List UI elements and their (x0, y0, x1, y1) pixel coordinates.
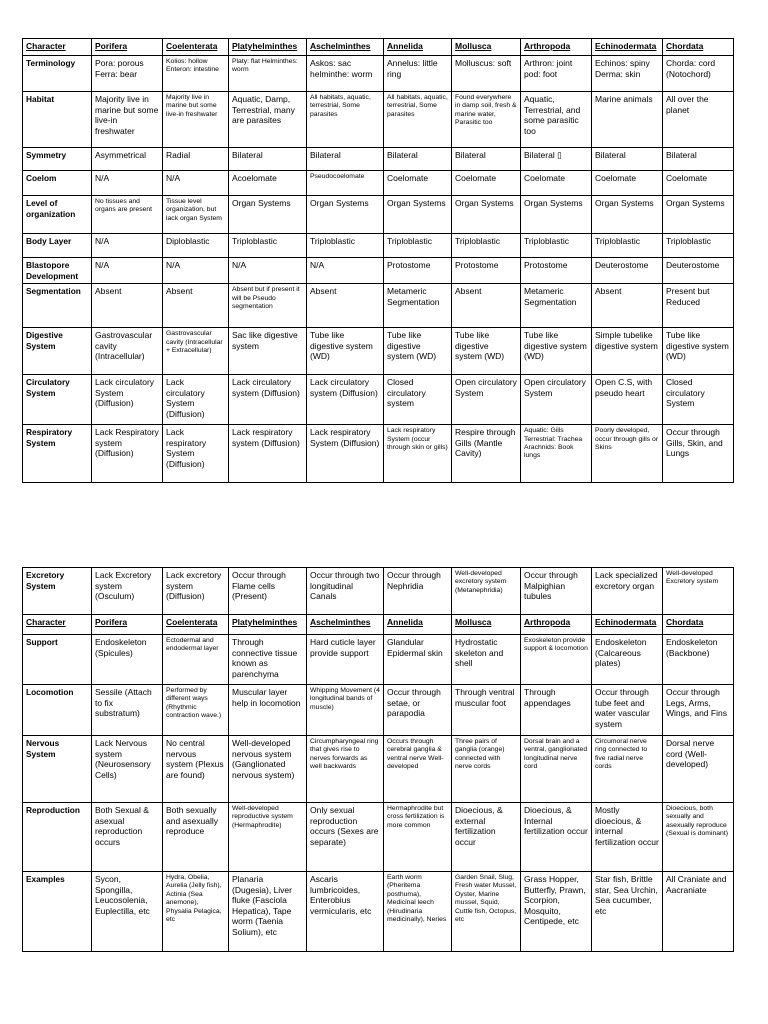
table-cell-aschelminthes: Askos: sac helminthe: worm (307, 56, 384, 92)
table-cell-coelenterata: Kolios: hollow Enteron: intestine (163, 56, 229, 92)
row-label: Excretory System (23, 568, 92, 615)
table-cell-mollusca: Well-developed excretory system (Metanephridia) (452, 568, 521, 615)
table-cell-arthropoda: Bilateral ▯ (521, 148, 592, 171)
table-cell-platyhelminthes: Lack circulatory system (Diffusion) (229, 375, 307, 425)
table-cell-aschelminthes: Ascaris lumbricoides, Enterobius vermicularis, etc (307, 872, 384, 952)
table-cell-annelida: Coelomate (384, 171, 452, 196)
table-row-habitat (23, 92, 734, 148)
table-cell-annelida: Annelus: little ring (384, 56, 452, 92)
table-row-nervous-system (23, 736, 734, 803)
table-cell-platyhelminthes: Absent but if present it will be Pseudo segmentation (229, 284, 307, 328)
table-cell-porifera: Gastrovascular cavity (Intracellular) (92, 328, 163, 375)
table-cell-echinodermata: Occur through tube feet and water vascular system (592, 685, 663, 736)
table-cell-platyhelminthes: Well-developed nervous system (Ganglionated nervous system) (229, 736, 307, 803)
table-cell-coelenterata: Radial (163, 148, 229, 171)
column-header-chordata: Chordata (663, 615, 734, 635)
table-cell-chordata: Tube like digestive system (WD) (663, 328, 734, 375)
table-cell-arthropoda: Dioecious, & Internal fertilization occur (521, 803, 592, 872)
table-cell-chordata: All over the planet (663, 92, 734, 148)
table-cell-platyhelminthes: Through connective tissue known as parenchyma (229, 635, 307, 685)
table-row-coelom (23, 171, 734, 196)
table-cell-porifera: N/A (92, 234, 163, 258)
table-cell-chordata: Triploblastic (663, 234, 734, 258)
table-cell-arthropoda: Exoskeleton provide support & locomotion (521, 635, 592, 685)
table-cell-aschelminthes: Circumpharyngeal ring that gives rise to nerves forwards as well backwards (307, 736, 384, 803)
table-cell-aschelminthes: Organ Systems (307, 196, 384, 234)
column-header-row (23, 39, 734, 56)
table-cell-aschelminthes: Hard cuticle layer provide support (307, 635, 384, 685)
table-cell-echinodermata: Bilateral (592, 148, 663, 171)
table-cell-platyhelminthes: Aquatic, Damp, Terrestrial, many are parasites (229, 92, 307, 148)
table-cell-platyhelminthes: N/A (229, 258, 307, 284)
table-row-digestive-system (23, 328, 734, 375)
table-cell-porifera: Sessile (Attach to fix substratum) (92, 685, 163, 736)
table-cell-echinodermata: Echinos: spiny Derma: skin (592, 56, 663, 92)
table-cell-coelenterata: Lack respiratory System (Diffusion) (163, 425, 229, 483)
table-cell-platyhelminthes: Platy: flat Helminthes: worm (229, 56, 307, 92)
table-cell-arthropoda: Aquatic: Gills Terrestrial: Trachea Arachnids: Book lungs (521, 425, 592, 483)
table-cell-echinodermata: Lack specialized excretory organ (592, 568, 663, 615)
column-header-aschelminthes: Aschelminthes (307, 615, 384, 635)
table-cell-echinodermata: Deuterostome (592, 258, 663, 284)
column-header-coelenterata: Coelenterata (163, 39, 229, 56)
table-cell-mollusca: Tube like digestive system (WD) (452, 328, 521, 375)
table-cell-annelida: Occur through setae, or parapodia (384, 685, 452, 736)
table-cell-annelida: Glandular Epidermal skin (384, 635, 452, 685)
table-cell-porifera: Absent (92, 284, 163, 328)
table-cell-coelenterata: N/A (163, 171, 229, 196)
table-cell-coelenterata: Absent (163, 284, 229, 328)
table-cell-coelenterata: Both sexually and asexually reproduce (163, 803, 229, 872)
classification-table-part-1 (22, 38, 734, 483)
column-header-character: Character (23, 39, 92, 56)
table-cell-porifera: N/A (92, 171, 163, 196)
table-cell-mollusca: Found everywhere in damp soil, fresh & marine water, Parasitic too (452, 92, 521, 148)
table-cell-platyhelminthes: Bilateral (229, 148, 307, 171)
table-cell-coelenterata: Diploblastic (163, 234, 229, 258)
row-label: Circulatory System (23, 375, 92, 425)
table-cell-arthropoda: Triploblastic (521, 234, 592, 258)
classification-table-part-2 (22, 567, 734, 952)
table-cell-coelenterata: Hydra, Obelia, Aurelia (Jelly fish), Actinia (Sea anemone), Physalia Pelagica, etc (163, 872, 229, 952)
table-cell-porifera: Lack circulatory System (Diffusion) (92, 375, 163, 425)
column-header-platyhelminthes: Platyhelminthes (229, 615, 307, 635)
table-cell-chordata: Dioecious, both sexually and asexually reproduce (Sexual is dominant) (663, 803, 734, 872)
table-cell-coelenterata: Gastrovascular cavity (Intracellular + Extracellular) (163, 328, 229, 375)
table-cell-coelenterata: N/A (163, 258, 229, 284)
table-cell-porifera: Asymmetrical (92, 148, 163, 171)
table-cell-coelenterata: Lack circulatory System (Diffusion) (163, 375, 229, 425)
table-cell-platyhelminthes: Planaria (Dugesia), Liver fluke (Fasciola Hepatica), Tape worm (Taenia Solium), etc (229, 872, 307, 952)
table-cell-platyhelminthes: Sac like digestive system (229, 328, 307, 375)
column-header-arthropoda: Arthropoda (521, 39, 592, 56)
table-cell-aschelminthes: Tube like digestive system (WD) (307, 328, 384, 375)
table-cell-mollusca: Protostome (452, 258, 521, 284)
table-cell-porifera: Sycon, Spongilla, Leucosolenia, Euplectilla, etc (92, 872, 163, 952)
table-cell-mollusca: Three pairs of ganglia (orange) connected with nerve cords (452, 736, 521, 803)
table-row-locomotion (23, 685, 734, 736)
table-cell-platyhelminthes: Muscular layer help in locomotion (229, 685, 307, 736)
table-cell-chordata: Present but Reduced (663, 284, 734, 328)
table-cell-porifera: No tissues and organs are present (92, 196, 163, 234)
column-header-character: Character (23, 615, 92, 635)
row-label: Segmentation (23, 284, 92, 328)
table-row-reproduction (23, 803, 734, 872)
table-cell-arthropoda: Metameric Segmentation (521, 284, 592, 328)
table-cell-mollusca: Dioecious, & external fertilization occur (452, 803, 521, 872)
table-cell-annelida: Triploblastic (384, 234, 452, 258)
table-cell-chordata: Bilateral (663, 148, 734, 171)
column-header-mollusca: Mollusca (452, 39, 521, 56)
column-header-porifera: Porifera (92, 39, 163, 56)
table-cell-porifera: Majority live in marine but some live-in freshwater (92, 92, 163, 148)
row-label: Respiratory System (23, 425, 92, 483)
table-row-blastopore-development (23, 258, 734, 284)
table-cell-porifera: Both Sexual & asexual reproduction occurs (92, 803, 163, 872)
row-label: Level of organization (23, 196, 92, 234)
column-header-porifera: Porifera (92, 615, 163, 635)
table-cell-echinodermata: Organ Systems (592, 196, 663, 234)
table-cell-arthropoda: Arthron: joint pod: foot (521, 56, 592, 92)
table-cell-annelida: Metameric Segmentation (384, 284, 452, 328)
table-cell-mollusca: Coelomate (452, 171, 521, 196)
table-cell-aschelminthes: Absent (307, 284, 384, 328)
table-cell-chordata: Chorda: cord (Notochord) (663, 56, 734, 92)
table-cell-annelida: Earth worm (Pheritema posthuma), Medicinal leech (Hirudinaria medicinally), Neries (384, 872, 452, 952)
table-cell-mollusca: Respire through Gills (Mantle Cavity) (452, 425, 521, 483)
row-label: Digestive System (23, 328, 92, 375)
table-cell-arthropoda: Through appendages (521, 685, 592, 736)
table-cell-chordata: Coelomate (663, 171, 734, 196)
table-cell-mollusca: Through ventral muscular foot (452, 685, 521, 736)
table-cell-coelenterata: Majority live in marine but some live-in freshwater (163, 92, 229, 148)
table-cell-arthropoda: Open circulatory System (521, 375, 592, 425)
table-cell-annelida: Organ Systems (384, 196, 452, 234)
table-cell-coelenterata: Performed by different ways (Rhythmic contraction wave.) (163, 685, 229, 736)
table-cell-echinodermata: Simple tubelike digestive system (592, 328, 663, 375)
row-label: Examples (23, 872, 92, 952)
row-label: Coelom (23, 171, 92, 196)
table-cell-porifera: Lack Respiratory system (Diffusion) (92, 425, 163, 483)
column-header-row (23, 615, 734, 635)
table-cell-annelida: Closed circulatory system (384, 375, 452, 425)
table-row-body-layer (23, 234, 734, 258)
table-cell-porifera: Lack Excretory system (Osculum) (92, 568, 163, 615)
table-cell-arthropoda: Tube like digestive system (WD) (521, 328, 592, 375)
row-label: Nervous System (23, 736, 92, 803)
table-cell-aschelminthes: Whipping Movement (4 longitudinal bands of muscle) (307, 685, 384, 736)
table-cell-mollusca: Open circulatory System (452, 375, 521, 425)
table-cell-coelenterata: Ectodermal and endodermal layer (163, 635, 229, 685)
table-cell-echinodermata: Star fish, Brittle star, Sea Urchin, Sea cucumber, etc (592, 872, 663, 952)
column-header-annelida: Annelida (384, 615, 452, 635)
table-cell-echinodermata: Endoskeleton (Calcareous plates) (592, 635, 663, 685)
table-cell-aschelminthes: Occur through two longitudinal Canals (307, 568, 384, 615)
table-cell-platyhelminthes: Occur through Flame cells (Present) (229, 568, 307, 615)
column-header-platyhelminthes: Platyhelminthes (229, 39, 307, 56)
table-cell-chordata: Occur through Legs, Arms, Wings, and Fins (663, 685, 734, 736)
table-row-examples (23, 872, 734, 952)
row-label: Habitat (23, 92, 92, 148)
table-cell-platyhelminthes: Organ Systems (229, 196, 307, 234)
table-cell-arthropoda: Occur through Malpighian tubules (521, 568, 592, 615)
table-cell-echinodermata: Poorly developed, occur through gills or Skins (592, 425, 663, 483)
table-cell-echinodermata: Mostly dioecious, & internal fertilization occur (592, 803, 663, 872)
table-cell-porifera: Pora: porous Ferra: bear (92, 56, 163, 92)
column-header-coelenterata: Coelenterata (163, 615, 229, 635)
table-cell-echinodermata: Circumoral nerve ring connected to five radial nerve cords (592, 736, 663, 803)
table-cell-platyhelminthes: Triploblastic (229, 234, 307, 258)
table-cell-echinodermata: Triploblastic (592, 234, 663, 258)
table-cell-aschelminthes: All habitats, aquatic, terrestrial, Some parasites (307, 92, 384, 148)
table-cell-chordata: Well-developed Excretory system (663, 568, 734, 615)
table-cell-mollusca: Garden Snail, Slug, Fresh water Mussel, Oyster, Marine mussel, Squid, Cuttle fish, Octopus, etc (452, 872, 521, 952)
column-header-annelida: Annelida (384, 39, 452, 56)
table-cell-aschelminthes: Triploblastic (307, 234, 384, 258)
column-header-aschelminthes: Aschelminthes (307, 39, 384, 56)
table-cell-coelenterata: Lack excretory system (Diffusion) (163, 568, 229, 615)
table-cell-arthropoda: Coelomate (521, 171, 592, 196)
table-cell-coelenterata: Tissue level organization, but lack organ System (163, 196, 229, 234)
table-cell-mollusca: Molluscus: soft (452, 56, 521, 92)
row-label: Terminology (23, 56, 92, 92)
table-row-segmentation (23, 284, 734, 328)
table-cell-chordata: Organ Systems (663, 196, 734, 234)
table-cell-coelenterata: No central nervous system (Plexus are found) (163, 736, 229, 803)
table-cell-echinodermata: Open C.S, with pseudo heart (592, 375, 663, 425)
column-header-echinodermata: Echinodermata (592, 615, 663, 635)
table-cell-chordata: Occur through Gills, Skin, and Lungs (663, 425, 734, 483)
table-cell-arthropoda: Aquatic, Terrestrial, and some parasitic too (521, 92, 592, 148)
table-cell-echinodermata: Marine animals (592, 92, 663, 148)
column-header-arthropoda: Arthropoda (521, 615, 592, 635)
table-cell-platyhelminthes: Acoelomate (229, 171, 307, 196)
table-cell-porifera: N/A (92, 258, 163, 284)
table-cell-chordata: Dorsal nerve cord (Well-developed) (663, 736, 734, 803)
table-row-circulatory-system (23, 375, 734, 425)
table-cell-aschelminthes: N/A (307, 258, 384, 284)
table-cell-chordata: Deuterostome (663, 258, 734, 284)
table-row-support (23, 635, 734, 685)
table-cell-annelida: Tube like digestive system (WD) (384, 328, 452, 375)
table-row-respiratory-system (23, 425, 734, 483)
table-cell-porifera: Lack Nervous system (Neurosensory Cells) (92, 736, 163, 803)
table-cell-aschelminthes: Lack respiratory System (Diffusion) (307, 425, 384, 483)
table-cell-echinodermata: Coelomate (592, 171, 663, 196)
table-row-symmetry (23, 148, 734, 171)
table-cell-annelida: Bilateral (384, 148, 452, 171)
table-cell-arthropoda: Protostome (521, 258, 592, 284)
table-cell-arthropoda: Organ Systems (521, 196, 592, 234)
table-cell-chordata: Closed circulatory System (663, 375, 734, 425)
table-cell-platyhelminthes: Well-developed reproductive system (Hermaphrodite) (229, 803, 307, 872)
table-cell-arthropoda: Grass Hopper, Butterfly, Prawn, Scorpion, Mosquito, Centipede, etc (521, 872, 592, 952)
table-row-excretory-system (23, 568, 734, 615)
table-cell-aschelminthes: Pseudocoelomate (307, 171, 384, 196)
table-cell-mollusca: Organ Systems (452, 196, 521, 234)
table-cell-annelida: Occur through Nephridia (384, 568, 452, 615)
table-cell-annelida: All habitats, aquatic, terrestrial, Some parasites (384, 92, 452, 148)
table-cell-porifera: Endoskeleton (Spicules) (92, 635, 163, 685)
table-cell-chordata: Endoskeleton (Backbone) (663, 635, 734, 685)
column-header-chordata: Chordata (663, 39, 734, 56)
table-cell-annelida: Protostome (384, 258, 452, 284)
table-cell-mollusca: Bilateral (452, 148, 521, 171)
table-cell-aschelminthes: Only sexual reproduction occurs (Sexes are separate) (307, 803, 384, 872)
row-label: Locomotion (23, 685, 92, 736)
table-cell-aschelminthes: Bilateral (307, 148, 384, 171)
column-header-echinodermata: Echinodermata (592, 39, 663, 56)
table-cell-annelida: Hermaphrodite but cross fertilization is more common (384, 803, 452, 872)
table-cell-mollusca: Hydrostatic skeleton and shell (452, 635, 521, 685)
table-cell-mollusca: Absent (452, 284, 521, 328)
table-row-terminology (23, 56, 734, 92)
row-label: Reproduction (23, 803, 92, 872)
table-cell-chordata: All Craniate and Aacraniate (663, 872, 734, 952)
table-cell-platyhelminthes: Lack respiratory system (Diffusion) (229, 425, 307, 483)
table-cell-echinodermata: Absent (592, 284, 663, 328)
table-cell-annelida: Lack respiratory System (occur through skin or gills) (384, 425, 452, 483)
table-cell-aschelminthes: Lack circulatory system (Diffusion) (307, 375, 384, 425)
table-row-level-of-organization (23, 196, 734, 234)
table-cell-annelida: Occurs through cerebral ganglia & ventral nerve Well-developed (384, 736, 452, 803)
table-cell-arthropoda: Dorsal brain and a ventral, ganglionated longitudinal nerve cord (521, 736, 592, 803)
table-cell-mollusca: Triploblastic (452, 234, 521, 258)
row-label: Support (23, 635, 92, 685)
row-label: Blastopore Development (23, 258, 92, 284)
row-label: Symmetry (23, 148, 92, 171)
row-label: Body Layer (23, 234, 92, 258)
column-header-mollusca: Mollusca (452, 615, 521, 635)
